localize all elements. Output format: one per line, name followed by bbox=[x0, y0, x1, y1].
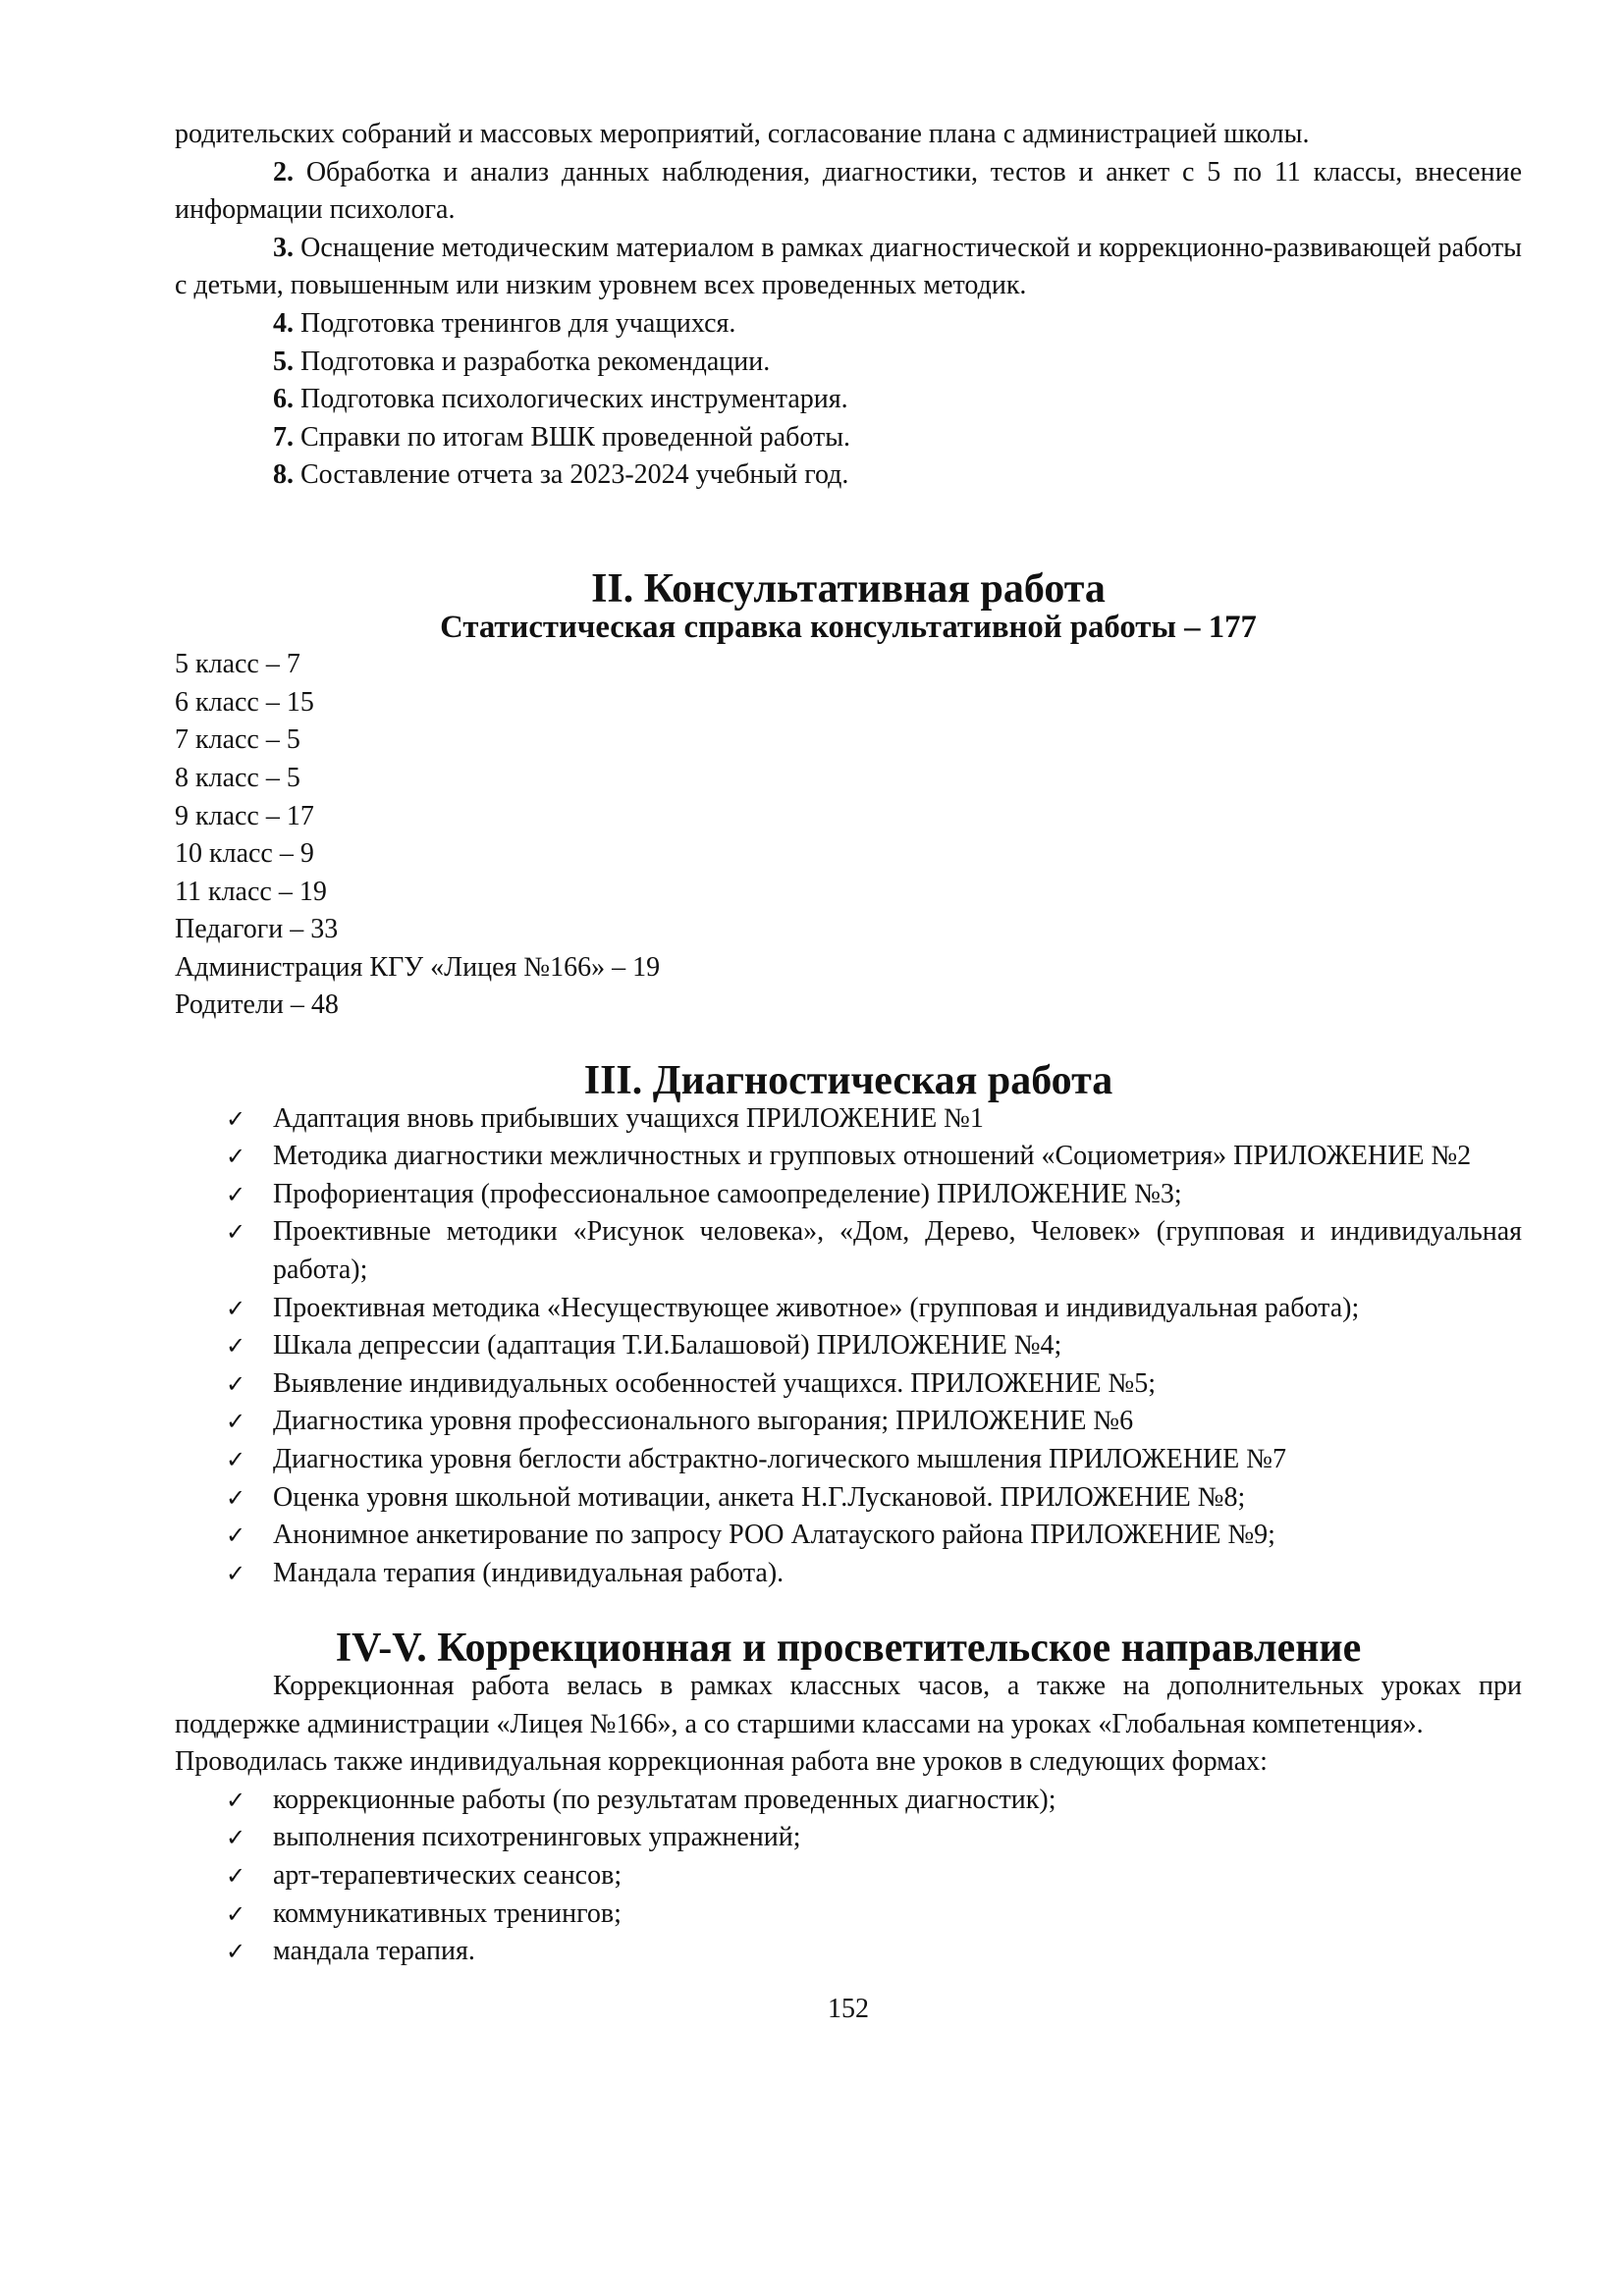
list-item: ✓ мандала терапия. bbox=[175, 1933, 1522, 1971]
task-text: Оснащение методическим материалом в рамках диагностической и коррекционно-развивающей работы с детьми, повышенным или низким уровнем всех проведенных методик. bbox=[175, 232, 1522, 301]
checkmark-icon: ✓ bbox=[226, 1143, 246, 1171]
checkmark-icon: ✓ bbox=[226, 1522, 246, 1550]
correction-intro: Проводилась также индивидуальная коррекционная работа вне уроков в следующих формах: bbox=[175, 1746, 1268, 1778]
stat-line: 7 класс – 5 bbox=[175, 724, 300, 756]
task-item bbox=[175, 230, 1522, 305]
task-number: 6. bbox=[273, 384, 294, 415]
list-item: ✓ арт-терапевтических сеансов; bbox=[175, 1857, 1522, 1896]
checkmark-icon: ✓ bbox=[226, 1824, 246, 1852]
list-item: ✓ коррекционные работы (по результатам проведенных диагностик); bbox=[175, 1782, 1522, 1820]
spacer bbox=[175, 1592, 1522, 1629]
checkmark-icon: ✓ bbox=[226, 1446, 246, 1473]
stat-line: Администрация КГУ «Лицея №166» – 19 bbox=[175, 951, 661, 983]
task-number: 5. bbox=[273, 346, 294, 377]
list-item: ✓ Диагностика уровня беглости абстрактно-логического мышления ПРИЛОЖЕНИЕ №7 bbox=[175, 1441, 1522, 1479]
stat-line: Педагоги – 33 bbox=[175, 914, 339, 945]
task-item bbox=[175, 456, 1522, 495]
checkmark-icon: ✓ bbox=[226, 1104, 246, 1133]
section-heading-diagnostic: III. Диагностическая работа bbox=[583, 1058, 1113, 1104]
checkmark-icon: ✓ bbox=[226, 1786, 246, 1814]
list-item: ✓ коммуникативных тренингов; bbox=[175, 1896, 1522, 1934]
checkmark-icon: ✓ bbox=[226, 1294, 246, 1322]
stat-line: 8 класс – 5 bbox=[175, 762, 300, 793]
consultation-stats bbox=[175, 646, 1522, 1025]
task-item bbox=[175, 381, 1522, 419]
checkmark-icon: ✓ bbox=[226, 1861, 246, 1890]
task-number: 3. bbox=[273, 232, 294, 263]
task-number: 4. bbox=[273, 307, 294, 339]
task-text: Подготовка тренингов для учащихся. bbox=[300, 307, 736, 339]
correction-paragraph: Коррекционная работа велась в рамках классных часов, а также на дополнительных уроках при поддержке администрации «Лицея №166», а со старшими классами на уроках «Глобальная компетенция». bbox=[175, 1670, 1522, 1739]
stat-line: 9 класс – 17 bbox=[175, 800, 314, 831]
spacer bbox=[175, 495, 1522, 570]
task-number: 8. bbox=[273, 459, 294, 491]
checkmark-icon: ✓ bbox=[226, 1938, 246, 1966]
checkmark-icon: ✓ bbox=[226, 1899, 246, 1928]
task-text: Подготовка и разработка рекомендации. bbox=[300, 346, 771, 377]
page-number: 152 bbox=[828, 1993, 869, 2024]
stat-line: Родители – 48 bbox=[175, 989, 339, 1021]
task-text: Подготовка психологических инструментария. bbox=[300, 384, 848, 415]
list-item: ✓ Методика диагностики межличностных и групповых отношений «Социометрия» ПРИЛОЖЕНИЕ №2 bbox=[175, 1138, 1522, 1176]
task-item bbox=[175, 419, 1522, 457]
stat-line: 10 класс – 9 bbox=[175, 838, 314, 870]
correction-forms-list bbox=[175, 1782, 1522, 1971]
list-item: ✓ Проективные методики «Рисунок человека», «Дом, Дерево, Человек» (групповая и индивидуальная работа); bbox=[175, 1213, 1522, 1289]
stat-line: 6 класс – 15 bbox=[175, 686, 314, 718]
task-number: 7. bbox=[273, 421, 294, 453]
spacer bbox=[175, 1025, 1522, 1062]
section-subheading-statistics: Статистическая справка консультативной работы – 177 bbox=[440, 609, 1257, 645]
continuation-paragraph: родительских собраний и массовых мероприятий, согласование плана с администрацией школы. bbox=[175, 119, 1310, 149]
checkmark-icon: ✓ bbox=[226, 1332, 246, 1361]
stat-line: 11 класс – 19 bbox=[175, 876, 327, 907]
checkmark-icon: ✓ bbox=[226, 1483, 246, 1512]
list-item: ✓ Профориентация (профессиональное самоопределение) ПРИЛОЖЕНИЕ №3; bbox=[175, 1176, 1522, 1214]
task-text: Составление отчета за 2023-2024 учебный год. bbox=[300, 459, 849, 491]
checkmark-icon: ✓ bbox=[226, 1408, 246, 1436]
task-text: Справки по итогам ВШК проведенной работы. bbox=[300, 421, 851, 453]
list-item: ✓ Диагностика уровня профессионального выгорания; ПРИЛОЖЕНИЕ №6 bbox=[175, 1403, 1522, 1441]
list-item: ✓ Выявление индивидуальных особенностей учащихся. ПРИЛОЖЕНИЕ №5; bbox=[175, 1365, 1522, 1404]
list-item: ✓ выполнения психотренинговых упражнений; bbox=[175, 1819, 1522, 1857]
task-number: 2. bbox=[273, 156, 294, 187]
task-item bbox=[175, 154, 1522, 230]
list-item: ✓ Адаптация вновь прибывших учащихся ПРИЛОЖЕНИЕ №1 bbox=[175, 1100, 1522, 1139]
list-item: ✓ Анонимное анкетирование по запросу РОО Алатауского района ПРИЛОЖЕНИЕ №9; bbox=[175, 1517, 1522, 1555]
list-item: ✓ Оценка уровня школьной мотивации, анкета Н.Г.Лускановой. ПРИЛОЖЕНИЕ №8; bbox=[175, 1479, 1522, 1518]
task-list bbox=[175, 154, 1522, 495]
section-heading-consultative: II. Консультативная работа bbox=[591, 565, 1106, 612]
checkmark-icon: ✓ bbox=[226, 1559, 246, 1587]
checkmark-icon: ✓ bbox=[226, 1369, 246, 1398]
diagnostic-list bbox=[175, 1100, 1522, 1593]
list-item: ✓ Мандала терапия (индивидуальная работа). bbox=[175, 1555, 1522, 1593]
list-item: ✓ Шкала депрессии (адаптация Т.И.Балашовой) ПРИЛОЖЕНИЕ №4; bbox=[175, 1327, 1522, 1365]
task-item bbox=[175, 305, 1522, 344]
stat-line: 5 класс – 7 bbox=[175, 649, 300, 680]
checkmark-icon: ✓ bbox=[226, 1180, 246, 1208]
section-heading-correction: IV-V. Коррекционная и просветительское направление bbox=[335, 1626, 1362, 1672]
task-item bbox=[175, 344, 1522, 382]
checkmark-icon: ✓ bbox=[226, 1218, 246, 1247]
document-page bbox=[175, 116, 1522, 2056]
task-text: Обработка и анализ данных наблюдения, диагностики, тестов и анкет с 5 по 11 классы, внесение информации психолога. bbox=[175, 156, 1523, 226]
list-item: ✓ Проективная методика «Несуществующее животное» (групповая и индивидуальная работа); bbox=[175, 1290, 1522, 1328]
